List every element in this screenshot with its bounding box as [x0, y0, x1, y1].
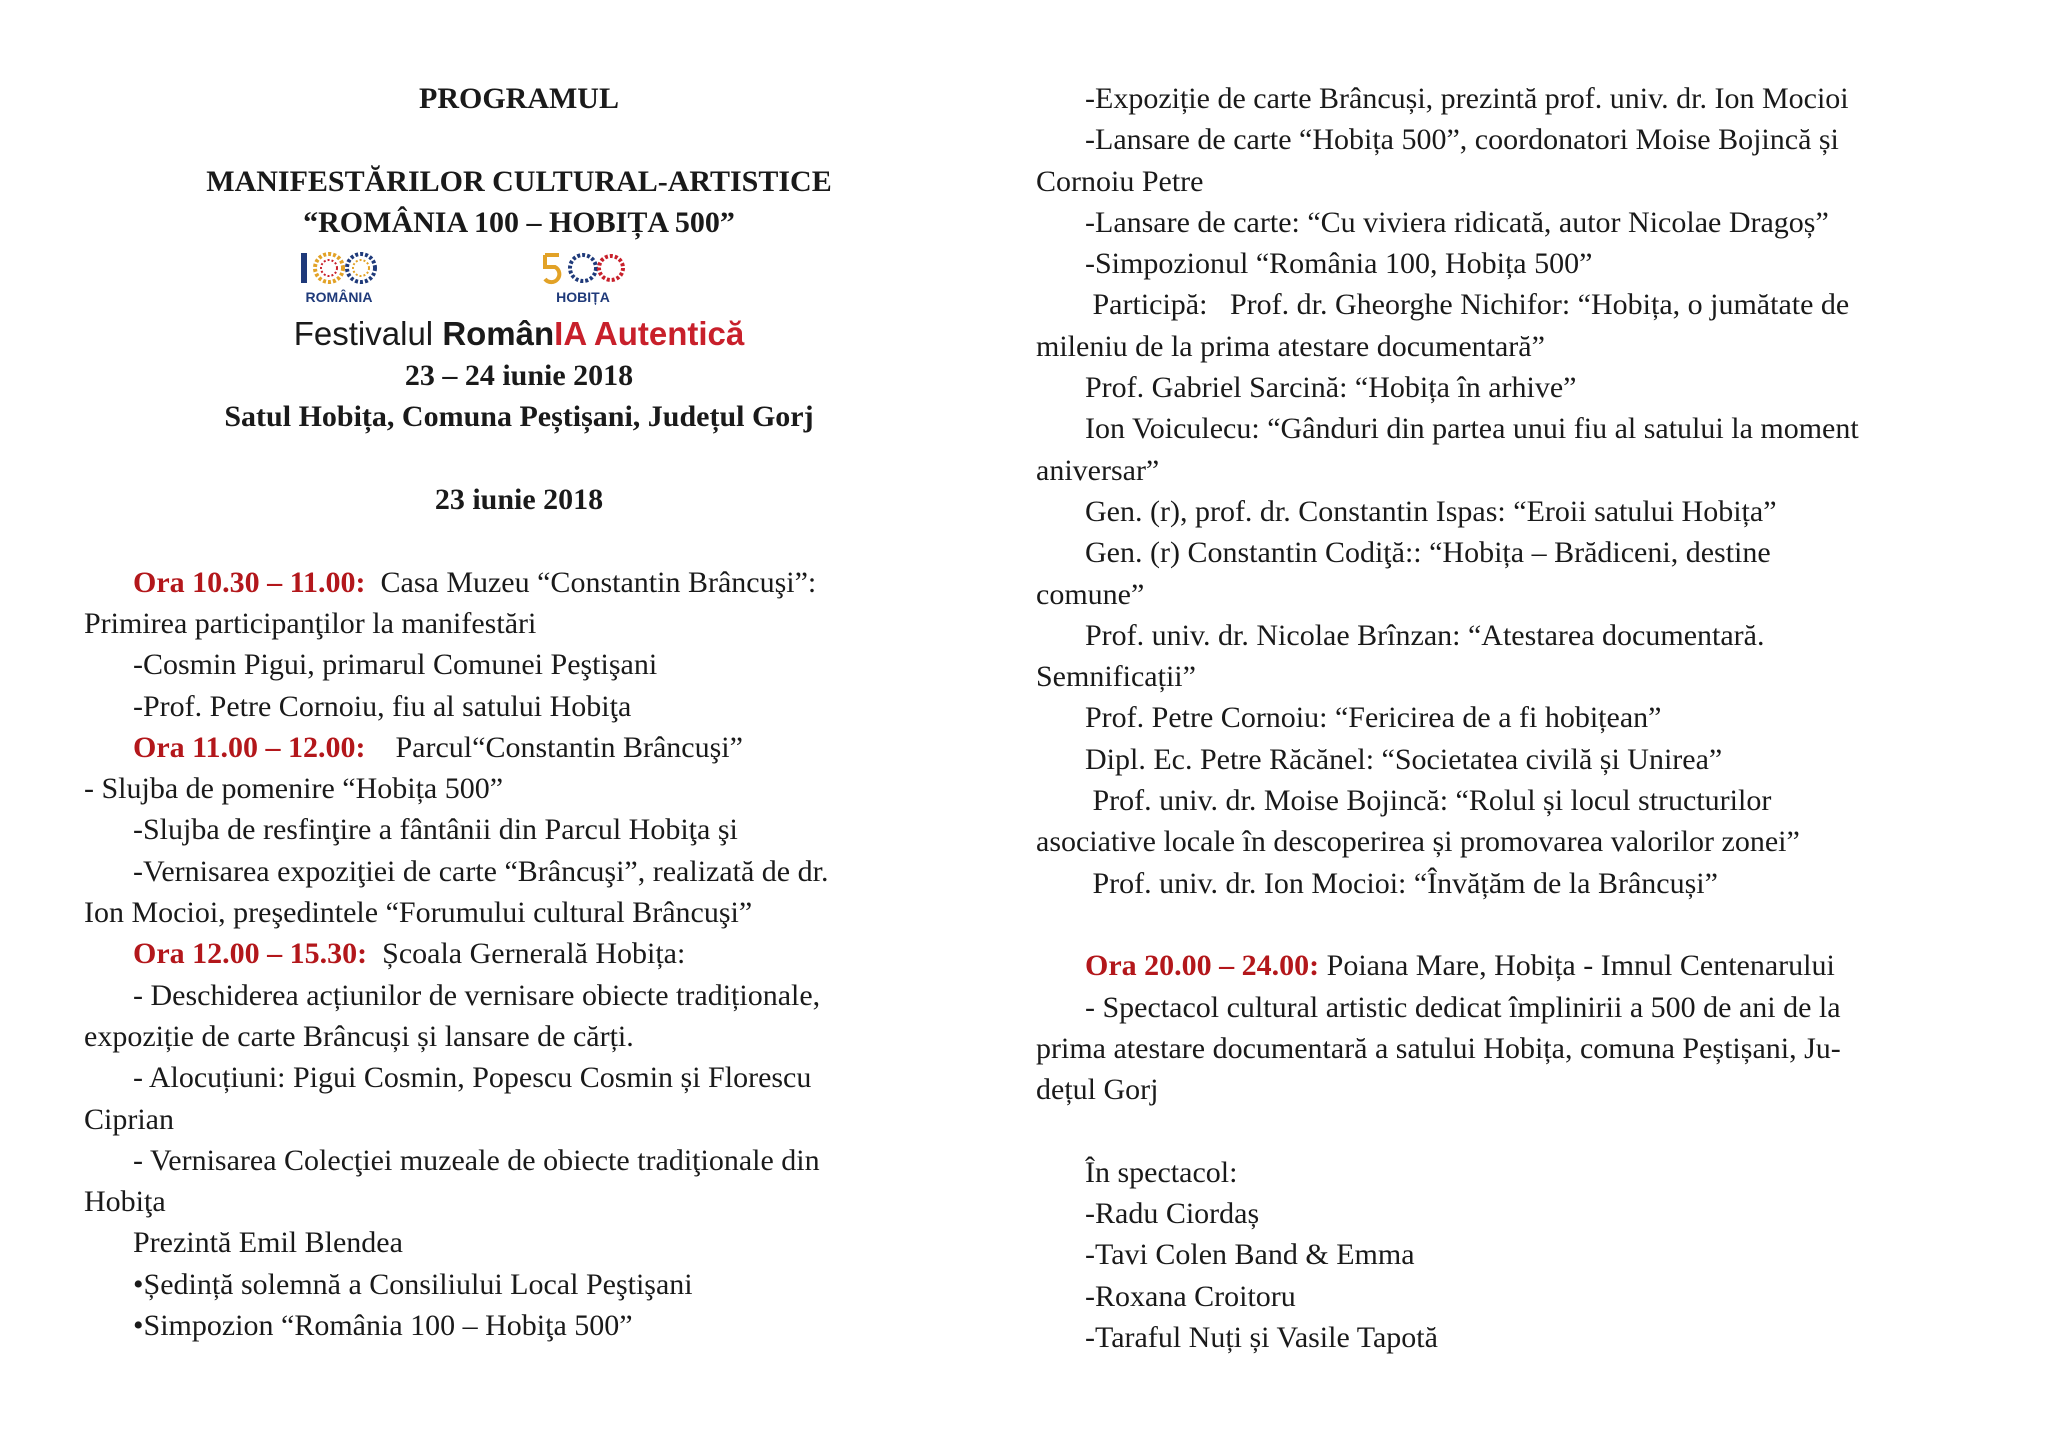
festival-red: IA Autentică: [554, 315, 745, 353]
program-line: Prof. univ. dr. Ion Mocioi: “Învățăm de la Brâncuși”: [1085, 866, 1718, 900]
session-3-line: Ciprian: [84, 1102, 174, 1136]
list-item: •Ședință solemnă a Consiliului Local Peştişani: [133, 1267, 693, 1301]
list-item: •Simpozion “România 100 – Hobiţa 500”: [133, 1309, 633, 1343]
logo-row: [84, 245, 954, 313]
hobita-500-logo: [528, 245, 638, 305]
festival-dates: 23 – 24 iunie 2018: [404, 359, 634, 393]
session-3-line: - Vernisarea Colecţiei muzeale de obiecte tradiţionale din: [133, 1143, 820, 1177]
list-item: -Taraful Nuți și Vasile Tapotă: [1085, 1320, 1438, 1354]
program-line: Gen. (r) Constantin Codiţă:: “Hobița – Brădiceni, destine: [1085, 536, 1771, 570]
program-line: Participă: Prof. dr. Gheorghe Nichifor: “Hobița, o jumătate de: [1085, 288, 1850, 322]
page-subtitle-1: MANIFESTĂRILOR CULTURAL-ARTISTICE: [206, 164, 832, 198]
list-item: -Vernisarea expoziţiei de carte “Brâncuşi”, realizată de dr.: [133, 854, 829, 888]
session-2-time: Ora 11.00 – 12.00:: [133, 730, 366, 764]
day-heading: 23 iunie 2018: [434, 483, 604, 517]
evening-session-header: [1036, 945, 1986, 986]
list-item: -Roxana Croitoru: [1085, 1279, 1296, 1313]
program-line: -Simpozionul “România 100, Hobița 500”: [1085, 247, 1593, 281]
session-1-line: Primirea participanţilor la manifestări: [84, 606, 537, 640]
program-line: mileniu de la prima atestare documentară”: [1036, 329, 1545, 363]
festival-bold: Român: [442, 315, 555, 353]
session-2-header: [84, 727, 954, 768]
session-2-place: Parcul“Constantin Brâncuşi”: [365, 730, 743, 764]
page-subtitle-2: “ROMÂNIA 100 – HOBIȚA 500”: [303, 205, 735, 239]
romania-100-logo-caption: ROMÂNIA: [305, 289, 373, 306]
program-line: -Expoziție de carte Brâncuși, prezintă prof. univ. dr. Ion Mocioi: [1085, 82, 1849, 115]
program-line: Dipl. Ec. Petre Răcănel: “Societatea civilă și Unirea”: [1085, 742, 1723, 776]
session-2-line: Ion Mocioi, preşedintele “Forumului cultural Brâncuşi”: [84, 896, 753, 930]
program-line: Semnificații”: [1036, 660, 1196, 694]
left-column: [84, 78, 954, 1346]
session-3-line: - Alocuțiuni: Pigui Cosmin, Popescu Cosmin și Florescu: [133, 1061, 812, 1095]
session-3-line: expoziție de carte Brâncuși și lansare de cărți.: [84, 1019, 634, 1053]
session-1-header: [84, 562, 954, 603]
program-line: comune”: [1036, 577, 1145, 611]
session-3-line: - Deschiderea acțiunilor de vernisare obiecte tradiționale,: [133, 978, 821, 1012]
festival-name: [84, 313, 954, 355]
right-column: [1036, 78, 1986, 1358]
list-item: -Cosmin Pigui, primarul Comunei Peştişani: [133, 648, 658, 682]
list-item: -Radu Ciordaș: [1085, 1197, 1260, 1231]
festival-location: Satul Hobița, Comuna Peștișani, Județul Gorj: [224, 400, 814, 434]
session-3-time: Ora 12.00 – 15.30:: [133, 937, 368, 971]
program-line: Cornoiu Petre: [1036, 164, 1204, 198]
hobita-500-logo-caption: HOBIȚA: [556, 289, 610, 306]
evening-session-place: Poiana Mare, Hobița - Imnul Centenarului: [1319, 949, 1835, 983]
program-line: Prof. univ. dr. Moise Bojincă: “Rolul și locul structurilor: [1085, 784, 1772, 818]
program-line: -Lansare de carte “Hobița 500”, coordonatori Moise Bojincă și: [1085, 123, 1839, 157]
program-line: Prof. univ. dr. Nicolae Brînzan: “Atestarea documentară.: [1085, 618, 1765, 652]
evening-session-time: Ora 20.00 – 24.00:: [1085, 949, 1320, 983]
romania-100-logo: [284, 245, 394, 305]
program-line: asociative locale în descoperirea și promovarea valorilor zonei”: [1036, 825, 1800, 859]
program-line: dețul Gorj: [1036, 1073, 1159, 1107]
program-line: - Spectacol cultural artistic dedicat împlinirii a 500 de ani de la: [1085, 990, 1841, 1024]
list-item: -Slujba de resfinţire a fântânii din Parcul Hobiţa şi: [133, 813, 738, 847]
page-title: PROGRAMUL: [419, 82, 619, 115]
program-line: Prof. Gabriel Sarcină: “Hobița în arhive”: [1085, 371, 1577, 405]
program-line: Gen. (r), prof. dr. Constantin Ispas: “Eroii satului Hobița”: [1085, 494, 1777, 528]
session-3-line: Hobiţa: [84, 1185, 166, 1219]
festival-prefix: Festivalul: [293, 315, 443, 353]
list-item: -Tavi Colen Band & Emma: [1085, 1238, 1415, 1272]
session-3-header: [84, 933, 954, 974]
hobita-500-logo-icon: [541, 245, 625, 289]
session-1-place: Casa Muzeu “Constantin Brâncuşi”:: [365, 565, 817, 599]
program-line: Ion Voiculecu: “Gânduri din partea unui fiu al satului la moment: [1085, 412, 1859, 446]
romania-100-logo-icon: [297, 245, 381, 289]
session-3-line: Prezintă Emil Blendea: [133, 1226, 403, 1260]
list-item: -Prof. Petre Cornoiu, fiu al satului Hobiţa: [133, 689, 632, 723]
program-line: -Lansare de carte: “Cu viviera ridicată, autor Nicolae Dragoș”: [1085, 205, 1829, 239]
program-line: Prof. Petre Cornoiu: “Fericirea de a fi hobițean”: [1085, 701, 1662, 735]
program-line: prima atestare documentară a satului Hobița, comuna Peștișani, Ju-: [1036, 1031, 1841, 1065]
program-line: aniversar”: [1036, 453, 1160, 487]
session-1-time: Ora 10.30 – 11.00:: [133, 565, 366, 599]
session-2-line: - Slujba de pomenire “Hobița 500”: [84, 772, 504, 806]
session-3-place: Școala Gernerală Hobița:: [367, 937, 686, 971]
show-heading: În spectacol:: [1085, 1155, 1238, 1189]
